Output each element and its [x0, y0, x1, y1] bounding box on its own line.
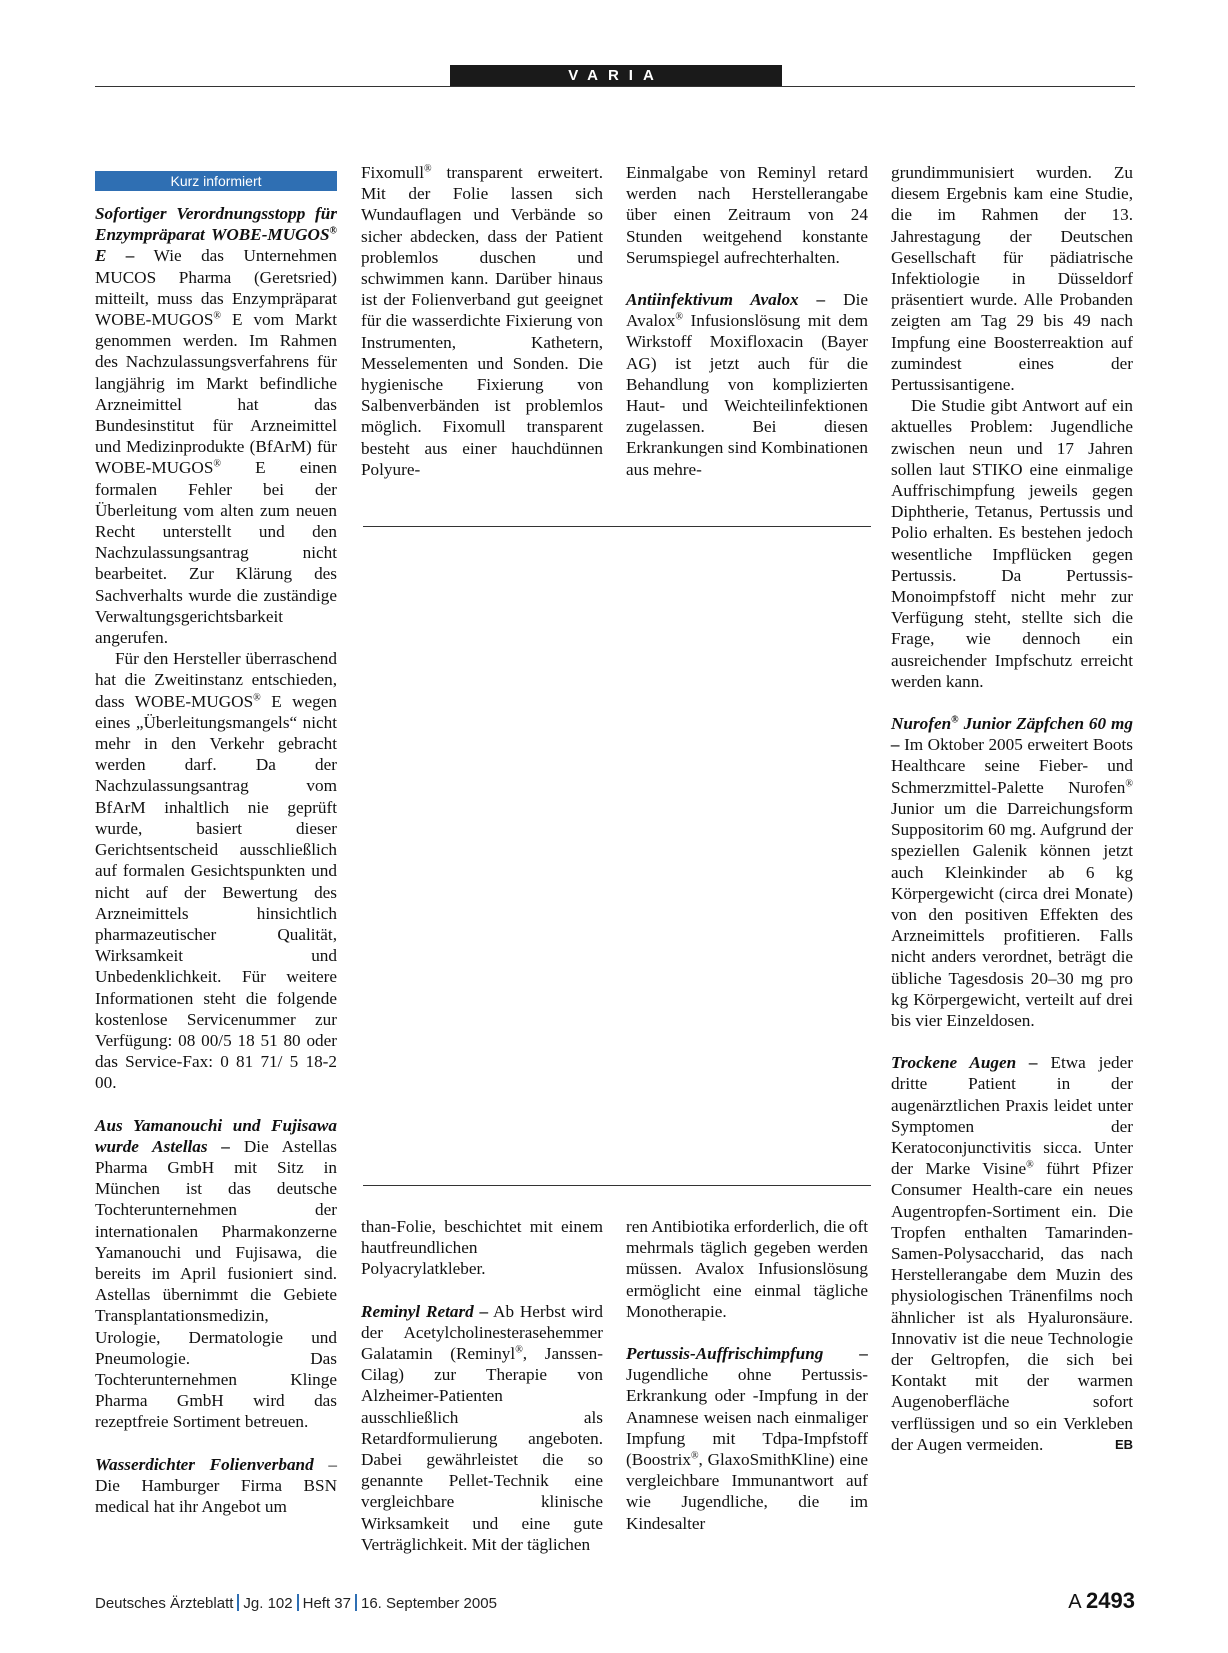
article-body: Im Oktober 2005 erweitert Boots Healthcare seine Fieber- und Schmerzmittel-Palette Nurofen® Junior um die Darreichungsform Suppositorim 60 mg. Aufgrund der speziellen Galenik können jetzt auch Kleinkinder ab 6 kg Körpergewicht (circa drei Monate) von den positiven Effekten des Arzneimittels profitieren. Falls nicht anders verordnet, beträgt die übliche Tagesdosis 20–30 mg pro kg Körpergewicht, verteilt auf drei bis vier Einzeldosen. — [891, 735, 1133, 1030]
issue: Heft 37 — [302, 1595, 351, 1612]
page-prefix: A — [1068, 1591, 1081, 1613]
issue-date: 16. September 2005 — [361, 1595, 497, 1612]
ad-area-top-rule — [363, 526, 871, 527]
article-body: Jugendliche ohne Pertussis-Erkrankung oder -Impfung in der Anamnese weisen nach einmaliger Impfung mit Tdpa-Impfstoff (Boostrix®, GlaxoSmithKline) eine vergleichbare Immunantwort auf wie Jugendliche, die im Kindesalter — [626, 1365, 868, 1533]
article-paragraph: ren Antibiotika erforderlich, die oft mehrmals täglich gegeben werden müssen. Avalox Infusionslösung ermöglicht eine einmal tägliche Monotherapie. — [626, 1217, 868, 1321]
page-number-value: 2493 — [1086, 1588, 1135, 1613]
header-rule — [95, 86, 1135, 87]
journal-name: Deutsches Ärzteblatt — [95, 1595, 234, 1612]
kurz-informiert-label: Kurz informiert — [95, 171, 337, 191]
footer-separator — [297, 1594, 299, 1611]
article-headline: Trockene Augen – — [891, 1053, 1038, 1073]
article-body: – Die Hamburger Firma BSN medical hat ihr Angebot um — [95, 1454, 337, 1516]
article-body: Die Avalox® Infusionslösung mit dem Wirkstoff Moxifloxacin (Bayer AG) ist jetzt auch für die Behandlung von komplizierten Haut- und Weichteilinfektionen zugelassen. Bei diesen Erkrankungen sind Kombinationen aus mehre- — [626, 290, 868, 479]
article-headline: Sofortiger Verordnungsstopp für Enzympräparat WOBE-MUGOS® E – — [95, 204, 337, 266]
article-headline: Antiinfektivum Avalox – — [626, 290, 826, 310]
article-headline: Wasserdichter Folienverband — [95, 1454, 314, 1474]
article-wobe-mugos — [95, 203, 337, 648]
article-pertussis — [626, 1343, 868, 1534]
page-number — [1068, 1588, 1135, 1614]
article-paragraph: Die Studie gibt Antwort auf ein aktuelles Problem: Jugendliche zwischen neun und 17 Jahren sollen laut STIKO eine einmalige Auffrischimpfung jeweils gegen Diphtherie, Tetanus, Pertussis und Polio erhalten. Es bestehen jedoch wesentliche Impflücken gegen Pertussis. Da Pertussis-Monoimpfstoff nicht mehr zur Verfügung steht, stellte sich die Frage, wie dennoch ein ausreichender Impfschutz erreicht werden kann. — [891, 396, 1133, 691]
section-label: VARIA — [450, 65, 782, 86]
column-2-top — [361, 162, 603, 480]
article-astellas — [95, 1115, 337, 1433]
author-signature: EB — [1114, 1436, 1133, 1452]
article-paragraph: Einmalgabe von Reminyl retard werden nach Herstellerangabe über einen Zeitraum von 24 Stunden weitgehend konstante Serumspiegel aufrechterhalten. — [626, 163, 868, 267]
article-paragraph: than-Folie, beschichtet mit einem hautfreundlichen Polyacrylatkleber. — [361, 1217, 603, 1279]
column-3-top — [626, 162, 868, 480]
volume: Jg. 102 — [243, 1595, 293, 1612]
article-body: Etwa jeder dritte Patient in der augenärztlichen Praxis leidet unter Symptomen der Keratoconjunctivitis sicca. Unter der Marke Visine® führt Pfizer Consumer Health-care ein neues Augentropfen-Sortiment ein. Die Tropfen enthalten Tamarinden-Samen-Polysaccharid, das nach Herstellerangabe dem Muzin des physiologischen Tränenfilms noch ähnlicher ist als Hyaluronsäure. Innovativ ist die neue Technologie der Geltropfen, die sich bei Kontakt mit der warmen Augenoberfläche sofort verflüssigen und so ein Verkleben der Augen vermeiden. — [891, 1053, 1133, 1454]
article-headline: Aus Yamanouchi und Fujisawa wurde Astellas – — [95, 1115, 337, 1156]
article-headline: Pertussis-Auffrischimpfung – — [626, 1344, 868, 1364]
article-avalox — [626, 289, 868, 480]
column-2-bottom — [361, 1216, 603, 1555]
article-body: Wie das Unternehmen MUCOS Pharma (Geretsried) mitteilt, muss das Enzympräparat WOBE-MUGOS® E vom Markt genommen werden. Im Rahmen des Nachzulassungsverfahrens für langjährig im Markt befindliche Arzneimittel hat das Bundesinstitut für Arzneimittel und Medizinprodukte (BfArM) für WOBE-MUGOS® E einen formalen Fehler bei der Überleitung vom alten zum neuen Recht unterstellt und den Nachzulassungsantrag nicht bearbeitet. Zur Klärung des Sachverhalts wurde die zuständige Verwaltungsgerichtsbarkeit angerufen. — [95, 246, 337, 648]
article-body: Ab Herbst wird der Acetylcholinesterasehemmer Galatamin (Reminyl®, Janssen-Cilag) zur Therapie von Alzheimer-Patienten ausschließlich als Retardformulierung angeboten. Dabei gewährleistet die so genannte Pellet-Technik eine vergleichbare klinische Wirksamkeit und eine gute Verträglichkeit. Mit der täglichen — [361, 1301, 603, 1554]
article-folienverband — [95, 1454, 337, 1518]
footer-separator — [355, 1594, 357, 1611]
article-reminyl — [361, 1301, 603, 1555]
article-trockene-augen — [891, 1052, 1133, 1455]
column-1 — [95, 203, 337, 1517]
footer-citation — [95, 1594, 497, 1612]
ad-area-bottom-rule — [363, 1185, 871, 1186]
article-paragraph: Für den Hersteller überraschend hat die Zweitinstanz entschieden, dass WOBE-MUGOS® E wegen eines „Überleitungsmangels“ nicht mehr in den Verkehr gebracht werden darf. Da der Nachzulassungsantrag vom BfArM inhaltlich nie geprüft wurde, basiert dieser Gerichtsentscheid ausschließlich auf formalen Gesichtspunkten und nicht auf der Bewertung des Arzneimittels hinsichtlich pharmazeutischer Qualität, Wirksamkeit und Unbedenklichkeit. Für weitere Informationen steht die folgende kostenlose Servicenummer zur Verfügung: 08 00/5 18 51 80 oder das Service-Fax: 0 81 71/ 5 18-2 00. — [95, 649, 337, 1093]
column-3-bottom — [626, 1216, 868, 1534]
article-paragraph: grundimmunisiert wurden. Zu diesem Ergebnis kam eine Studie, die im Rahmen der 13. Jahrestagung der Deutschen Gesellschaft für pädiatrische Infektiologie in Düsseldorf präsentiert wurde. Alle Probanden zeigten am Tag 29 bis 49 nach Impfung eine Boosterreaktion auf zumindest eines der Pertussisantigene. — [891, 163, 1133, 395]
article-body: Die Astellas Pharma GmbH mit Sitz in München ist das deutsche Tochterunternehmen der internationalen Pharmakonzerne Yamanouchi und Fujisawa, die bereits im April fusioniert sind. Astellas übernimmt die Gebiete Transplantationsmedizin, Urologie, Dermatologie und Pneumologie. Das Tochterunternehmen Klinge Pharma GmbH wird das rezeptfreie Sortiment betreuen. — [95, 1136, 337, 1432]
column-4 — [891, 162, 1133, 1455]
article-paragraph: Fixomull® transparent erweitert. Mit der Folie lassen sich Wundauflagen und Verbände so sicher abdecken, dass der Patient problemlos duschen und schwimmen kann. Darüber hinaus ist der Folienverband gut geeignet für die wasserdichte Fixierung von Instrumenten, Kathetern, Messelementen und Sonden. Die hygienische Fixierung von Salbenverbänden ist problemlos möglich. Fixomull transparent besteht aus einer hauchdünnen Polyure- — [361, 163, 603, 479]
article-headline: Reminyl Retard – — [361, 1301, 489, 1321]
article-headline: Nurofen® Junior Zäpfchen 60 mg – — [891, 714, 1133, 755]
article-nurofen — [891, 713, 1133, 1031]
footer-separator — [237, 1594, 239, 1611]
